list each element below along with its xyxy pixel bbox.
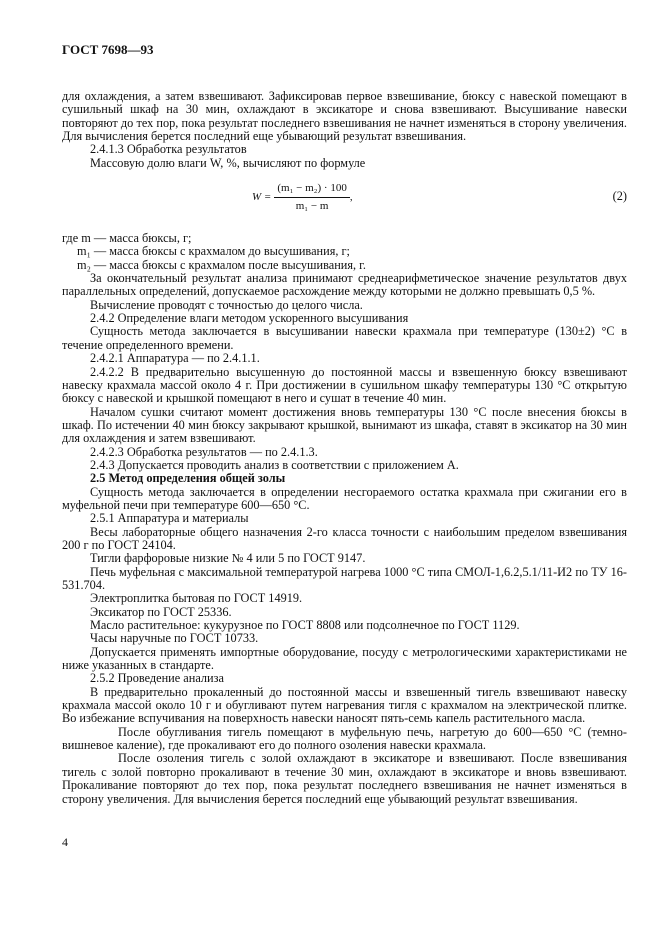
- paragraph: Допускается применять импортные оборудование, посуду с метрологическими характеристиками не ниже указанных в стандарте.: [62, 644, 627, 673]
- paragraphs: [62, 272, 627, 806]
- legend-item: m₂ — масса бюксы с крахмалом после высушивания, г.: [77, 257, 366, 272]
- paragraph: 2.4.3 Допускается проводить анализ в соответствии с приложением А.: [90, 457, 459, 472]
- formula: [62, 174, 627, 230]
- paragraph: 2.5.2 Проведение анализа: [90, 671, 224, 686]
- paragraph: Масло растительное: кукурузное по ГОСТ 8808 или подсолнечное по ГОСТ 1129.: [90, 618, 520, 633]
- paragraph: В предварительно прокаленный до постоянной массы и взвешенный тигель взвешивают навеску крахмала массой около 10 г и обугливают путем нагревания тигля с крахмалом на электрической плитке. Во избежание вспучивания на поверхность навески наносят пять-семь капель растительного масла.: [62, 684, 627, 726]
- page-number: 4: [62, 835, 68, 849]
- paragraph: Сущность метода заключается в высушивании навески крахмала при температуре (130±2) °С в течение определенного времени.: [62, 324, 627, 352]
- paragraph: За окончательный результат анализа принимают среднеарифметическое значение результатов двух параллельных определений, допускаемое расхождение между которыми не должно превышать 0,5 %.: [62, 271, 627, 299]
- paragraph: Весы лабораторные общего назначения 2-го класса точности с наибольшим пределом взвешивания 200 г по ГОСТ 24104.: [62, 524, 627, 552]
- paragraph: Вычисление проводят с точностью до целого числа.: [90, 297, 363, 312]
- paragraph: 2.4.2.2 В предварительно высушенную до постоянной массы и взвешенную бюксу взвешивают навеску крахмала массой около 4 г. При достижении в сушильном шкафу температуры 130 °С открытую бюксу с навеской и крышкой помещают в него и сушат в течение 40 мин.: [62, 364, 627, 406]
- formula-numerator: (m₁ − m₂) · 100: [274, 182, 349, 198]
- paragraph: Печь муфельная с максимальной температурой нагрева 1000 °С типа СМОЛ-1,6.2,5.1/11-И2 по ТУ 16-531.704.: [62, 564, 627, 592]
- equation-number: (2): [612, 189, 627, 204]
- section-heading: 2.5 Метод определения общей золы: [90, 471, 286, 486]
- formula-denominator: m₁ − m: [295, 200, 329, 213]
- paragraph: 2.4.2.1 Аппаратура — по 2.4.1.1.: [90, 351, 260, 366]
- paragraph: Часы наручные по ГОСТ 10733.: [90, 631, 259, 646]
- paragraph: Эксикатор по ГОСТ 25336.: [90, 604, 232, 619]
- paragraph: Массовую долю влаги W, %, вычисляют по формуле: [90, 155, 366, 170]
- formula-comma: ,: [349, 191, 353, 204]
- paragraph: Началом сушки считают момент достижения вновь температуры 130 °С после внесения бюксы в шкаф. По истечении 40 мин бюксу закрывают крышкой, вынимают из шкафа, ставят в эксикатор на 30 мин для охлаждения и затем взвешивают.: [62, 404, 627, 446]
- paragraph: 2.4.2 Определение влаги методом ускоренного высушивания: [90, 311, 409, 326]
- paragraph: Сущность метода заключается в определении несгораемого остатка крахмала при сжигании его в муфельной печи при температуре 600—650 °С.: [62, 484, 627, 512]
- paragraph: Тигли фарфоровые низкие № 4 или 5 по ГОСТ 9147.: [90, 551, 366, 566]
- paragraph: 2.4.2.3 Обработка результатов — по 2.4.1.3.: [90, 444, 318, 459]
- paragraph: Электроплитка бытовая по ГОСТ 14919.: [90, 591, 303, 606]
- subsection-heading: 2.4.1.3 Обработка результатов: [90, 142, 247, 157]
- legend-item: где m — масса бюксы, г;: [62, 231, 192, 246]
- formula-lhs: W =: [252, 191, 272, 204]
- paragraph: для охлаждения, а затем взвешивают. Зафиксировав первое взвешивание, бюксу с навеской помещают в сушильный шкаф на 30 мин, охлаждают в эксикаторе и снова взвешивают. Высушивание навески повторяют до тех пор, пока результат последнего взвешивания не начнет изменяться в сторону увеличения. Для вычисления берется последний еще убывающий результат взвешивания.: [62, 89, 627, 144]
- paragraph: После обугливания тигель помещают в муфельную печь, нагретую до 600—650 °С (темно-вишневое каление), где прокаливают его до полного озоления навески крахмала.: [62, 724, 627, 753]
- document-header: ГОСТ 7698—93: [62, 42, 154, 57]
- document-body: [62, 90, 627, 806]
- paragraph: 2.5.1 Аппаратура и материалы: [90, 511, 249, 526]
- paragraph: После озоления тигель с золой охлаждают в эксикаторе и взвешивают. После взвешивания тигель с золой повторно прокаливают в течение 30 мин, охлаждают в эксикаторе и вновь взвешивают. Прокаливание повторяют до тех пор, пока результат последнего взвешивания не начнет изменяться в сторону увеличения. Для вычисления берется последний еще убывающий результат взвешивания.: [62, 751, 627, 806]
- legend-item: m₁ — масса бюксы с крахмалом до высушивания, г;: [77, 244, 350, 259]
